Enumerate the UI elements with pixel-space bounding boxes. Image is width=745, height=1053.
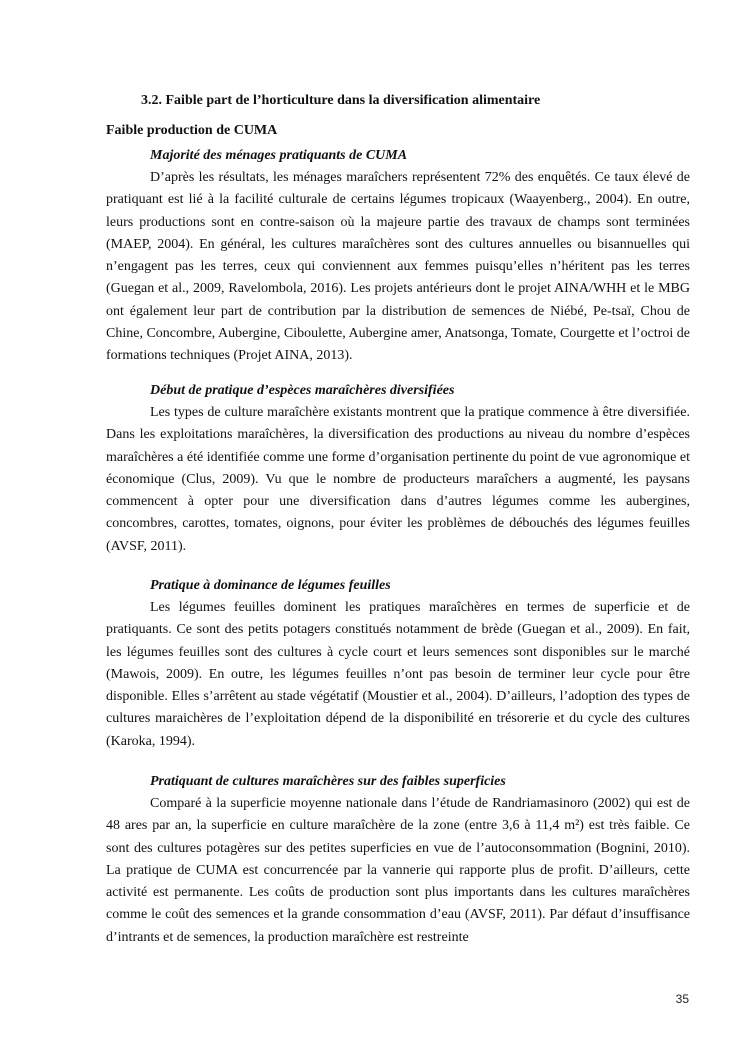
page-number: 35 [675, 992, 689, 1006]
block-faibles-superficies [106, 771, 690, 949]
block-paragraph: Les types de culture maraîchère existants montrent que la pratique commence à être diversifiée. Dans les exploitations maraîchères, la diversification des productions au niveau du nombre d’espèces maraîchères a été identifiée comme une forme d’organisation pertinente du point de vue agronomique et économique (Clus, 2009). Vu que le nombre de producteurs maraîchers a augmenté, les paysans commencent à opter pour une diversification dans d’autres légumes comme les aubergines, concombres, carottes, tomates, oignons, pour éviter les problèmes de débouchés des légumes feuilles (AVSF, 2011). [106, 405, 690, 554]
block-heading: Pratiquant de cultures maraîchères sur des faibles superficies [150, 774, 506, 789]
section-title: 3.2. Faible part de l’horticulture dans la diversification alimentaire [141, 93, 541, 108]
block-heading: Pratique à dominance de légumes feuilles [150, 578, 391, 593]
subsection-title: Faible production de CUMA [106, 123, 278, 138]
block-heading: Majorité des ménages pratiquants de CUMA [150, 148, 408, 163]
block-paragraph: D’après les résultats, les ménages maraîchers représentent 72% des enquêtés. Ce taux élevé de pratiquant est lié à la facilité culturale de certains légumes tropicaux (Waayenberg., 2004). En outre, leurs productions sont en contre-saison où la majeure partie des travaux de champs sont terminées (MAEP, 2004). En général, les cultures maraîchères sont des cultures annuelles ou bisannuelles qui n’engagent pas les terres, ceux qui conviennent aux femmes puisqu’elles n’héritent pas les terres (Guegan et al., 2009, Ravelombola, 2016). Les projets antérieurs dont le projet AINA/WHH et le MBG ont également leur part de contribution par la distribution de semences de Niébé, Pe-tsaï, Chou de Chine, Concombre, Aubergine, Ciboulette, Aubergine amer, Anatsonga, Tomate, Courgette et l’octroi de formations techniques (Projet AINA, 2013). [106, 170, 690, 364]
block-paragraph: Les légumes feuilles dominent les pratiques maraîchères en termes de superficie et de pratiquants. Ce sont des petits potagers constitués notamment de brède (Guegan et al., 2009). En fait, les légumes feuilles sont des cultures à cycle court et leurs semences sont disponibles sur le marché (Mawois, 2009). En outre, les légumes feuilles n’ont pas besoin de terminer leur cycle pour être disponible. Elles s’arrêtent au stade végétatif (Moustier et al., 2004). D’ailleurs, l’adoption des types de cultures maraichères de l’exploitation dépend de la disponibilité en trésorerie et du cycle des cultures (Karoka, 1994). [106, 600, 690, 749]
block-paragraph: Comparé à la superficie moyenne nationale dans l’étude de Randriamasinoro (2002) qui est de 48 ares par an, la superficie en culture maraîchère de la zone (entre 3,6 à 11,4 m²) est très faible. Ce sont des cultures potagères sur des petites superficies en vue de l’autoconsommation (Bognini, 2010). La pratique de CUMA est concurrencée par la vannerie qui rapporte plus de profit. D’ailleurs, cette activité est permanente. Les coûts de production sont plus importants dans les cultures maraîchères comme le coût des semences et la grande consommation d’eau (AVSF, 2011). Par défaut d’insuffisance d’intrants et de semences, la production maraîchère est restreinte [106, 796, 690, 945]
block-legumes-feuilles [106, 575, 690, 753]
block-menages-cuma [106, 145, 690, 368]
block-especes-diversifiees [106, 380, 690, 558]
block-heading: Début de pratique d’espèces maraîchères diversifiées [150, 383, 455, 398]
